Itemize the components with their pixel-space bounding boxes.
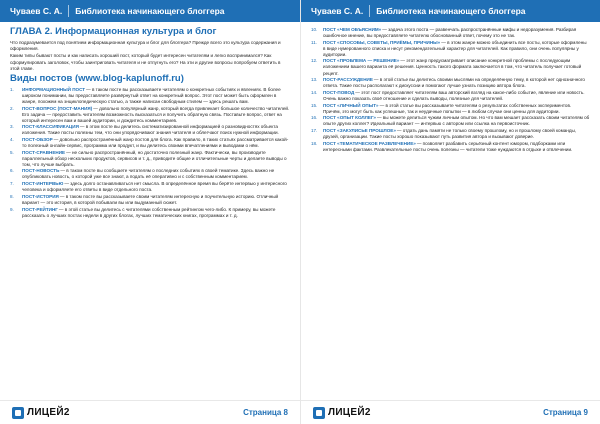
- item-text: — в этом посте вы делитесь систематизированной информацией о разновидностях объекта изложения. Такие посты полезны тем, что они упорядочивают знания читателя и облегчают поиск нужной информации.: [22, 124, 279, 136]
- item-text: — в таком посте вы рассказываете читателям о конкретных событиях и явлениях. В более широком понимании, вы предоставляете развёрнутый ответ на конкретный вопрос. Этот пост может быть оформлен в жанре, похожем на энциклопедическую статью, а также написан свободным стилем — здесь решать вам.: [22, 86, 281, 104]
- chapter-title: ГЛАВА 2. Информационная культура и блог: [10, 27, 217, 37]
- item-keyword: ПОСТ-ОБЗОР: [22, 137, 53, 143]
- list-item: [10, 106, 290, 124]
- item-number: 17.: [311, 127, 318, 133]
- item-keyword: ПОСТ-РАССУЖДЕНИЕ: [323, 77, 373, 83]
- item-number: 4.: [10, 137, 14, 143]
- logo-text: ЛИЦЕЙ2: [328, 407, 371, 418]
- item-number: 8.: [10, 193, 14, 199]
- header-divider: [68, 5, 69, 17]
- item-number: 18.: [311, 140, 318, 146]
- list-item: [10, 207, 290, 219]
- list-item: [311, 40, 590, 58]
- item-number: 7.: [10, 181, 14, 187]
- list-item: [10, 87, 290, 105]
- item-keyword: ПОСТ-ПОВОД: [323, 89, 355, 95]
- page-number: Страница 9: [543, 408, 588, 417]
- item-number: 15.: [311, 102, 318, 108]
- item-keyword: ПОСТ-КЛАССИФИКАЦИЯ: [22, 124, 79, 130]
- item-keyword: ИНФОРМАЦИОННЫЙ ПОСТ: [22, 86, 86, 92]
- item-keyword: ПОСТ-СРАВНЕНИЕ: [22, 149, 66, 155]
- item-text: — в этой статье вы делитесь с читателями собственным рейтингом чего-либо. К примеру, вы можете рассказать о лучших постах недели в других блогах, лучших тематических книгах, программах и т. д.: [22, 206, 276, 218]
- item-number: 6.: [10, 168, 14, 174]
- item-keyword: ПОСТ-НОВОСТЬ: [22, 168, 60, 174]
- item-number: 2.: [10, 105, 14, 111]
- right-page-content: [311, 27, 590, 394]
- left-page-content: [10, 27, 290, 394]
- item-text: — довольно популярный жанр, который всегда привлекает большое количество читателей. Его задача — предоставить читателям возможность высказаться и получить обратную связь. Поставьте вопрос, ответ на который интересен вам и вашей аудитории, и дождитесь комментариев.: [22, 105, 290, 123]
- item-text: — не сильно распространённый, но достаточно полезный жанр. Фактически, вы производите параллельный обзор нескольких продуктов, сервисов и т. д., приводите общие и отличительные черты и делаете выводы о том, что лучше выбрать.: [22, 149, 287, 167]
- lyceum-logo-icon: [313, 407, 325, 419]
- item-number: 16.: [311, 115, 318, 121]
- item-number: 14.: [311, 89, 318, 95]
- item-keyword: ПОСТ «ОПЫТ КОЛЛЕГ»: [323, 115, 376, 121]
- item-text: — в таком посте вы сообщаете читателям о последних событиях в своей тематике. Здесь важно не опубликовать новость, о которой уже все знают, а подать её оперативно и с собственным комментарием.: [22, 168, 275, 180]
- item-text: — отдать дань памяти не только своему прошлому, но и прошлому своей команды, друзей, организации. Такие посты хорошо показывают путь развития автора и вызывают доверие.: [323, 127, 577, 139]
- item-keyword: ПОСТ «ТЕМАТИЧЕСКОЕ РАЗВЛЕЧЕНИЕ»: [323, 140, 416, 146]
- item-number: 13.: [311, 77, 318, 83]
- header-book-title: Библиотека начинающего блоггера: [376, 6, 526, 16]
- item-text: — позволяет разбавить серьёзный контент юмором, подборками или интересными фактами. Развлекательные посты очень полезны — читатели тоже нуждаются в отдыхе и отвлечении.: [323, 140, 573, 152]
- list-item: [311, 103, 590, 115]
- item-number: 10.: [311, 27, 318, 32]
- item-keyword: ПОСТ-ИСТОРИЯ: [22, 193, 59, 199]
- header-book-title: Библиотека начинающего блоггера: [75, 6, 225, 16]
- list-item: [10, 168, 290, 180]
- lyceum-logo-icon: [12, 407, 24, 419]
- item-text: — в таком посте вы рассказываете своим читателям интересную и поучительную историю. Отличный вариант — это история, в которой побывали вы или выдуманный сюжет.: [22, 193, 279, 205]
- item-number: 11.: [311, 39, 318, 45]
- list-item: [10, 124, 290, 136]
- item-text: — в этом жанре можно объединить все посты, которые оформлены в виде нумерованного списка и несут рекомендательный характер для читателей. Как правило, они очень популярны у аудитории.: [323, 39, 587, 57]
- list-item: [311, 27, 590, 39]
- item-number: 9.: [10, 206, 14, 212]
- section-subheading: Виды постов (www.blog-kaplunoff.ru): [10, 72, 184, 84]
- item-text: — здесь долго останавливаться нет смысла. В определённое время вы берёте интервью у интересного человека и оформляете его ответы в виде отдельного поста.: [22, 181, 287, 193]
- item-number: 3.: [10, 124, 14, 130]
- item-keyword: ПОСТ-РЕЙТИНГ: [22, 206, 58, 212]
- list-item: [311, 128, 590, 140]
- post-types-list: [311, 27, 590, 153]
- item-text: — вы можете делиться чужим личным опытом. Но что вам мешает рассказать своим читателям об опыте других коллег? Идеальный вариант — интервью с автором или ссылка на первоисточник.: [323, 115, 590, 127]
- logo-text: ЛИЦЕЙ2: [27, 407, 70, 418]
- item-keyword: ПОСТ «СПОСОБЫ, СОВЕТЫ, ПРИЁМЫ, ПРИЧИНЫ»: [323, 39, 441, 45]
- item-keyword: ПОСТ «ЗАКУЛИСЬЕ ПРОШЛОЕ»: [323, 127, 396, 133]
- item-number: 5.: [10, 149, 14, 155]
- item-text: — задача этого поста — развенчать распространённые мифы и недоразумения. Разбирая ошибочное мнение, вы предоставляете читателю обоснованный ответ, почему это не так.: [323, 27, 577, 39]
- item-text: — в этой статье вы делитесь своими мыслями на определённую тему, в которой нет однозначного ответа. Такие посты располагают к дискуссии и помогают лучше узнать позицию автора блога.: [323, 77, 585, 89]
- list-item: [311, 115, 590, 127]
- right-page: [300, 0, 600, 424]
- item-text: — этот жанр предусматривает описание конкретной проблемы с последующим изложением вашего варианта её решения. Ценность такого формата заключается в том, что читатель получает готовый рецепт.: [323, 58, 582, 76]
- intro-paragraph: Что подразумевается под понятием информационная культура и блог для блоггера? Прежде всего это культура содержания и оформления.: [10, 39, 281, 52]
- list-item: [311, 141, 590, 153]
- lyceum-logo: [313, 407, 371, 419]
- item-keyword: ПОСТ «ЛИЧНЫЙ ОПЫТ»: [323, 102, 379, 108]
- item-keyword: ПОСТ «ПРОБЛЕМА — РЕШЕНИЕ»: [323, 58, 400, 64]
- item-number: 1.: [10, 86, 14, 92]
- list-item: [10, 137, 290, 149]
- page-header: [0, 0, 300, 22]
- intro-paragraph: Каким типы бывают посты и как написать хороший пост, который будет интересен читателям и легко воспринимался? Как сформулировать заголовок, чтобы заинтриговать читателя и не отпугнуть его? На эти и другие вопросы попробуем ответить в этой главе.: [10, 53, 281, 71]
- item-keyword: ПОСТ-ИНТЕРВЬЮ: [22, 181, 64, 187]
- page-footer: [301, 400, 600, 424]
- item-keyword: ПОСТ «ЧЕМ ОБЪЯСНИМ»: [323, 27, 382, 32]
- item-text: — в этой статье вы рассказываете читателям о результатах собственных экспериментов. Причём, это могут быть как успешные, так и неудачные попытки — в любом случае они ценны для аудитории.: [323, 102, 572, 114]
- page-header: [301, 0, 600, 22]
- page-number: Страница 8: [243, 408, 288, 417]
- list-item: [311, 77, 590, 89]
- item-number: 12.: [311, 58, 318, 64]
- post-types-list: [10, 87, 290, 219]
- list-item: [10, 194, 290, 206]
- list-item: [311, 58, 590, 76]
- header-author: Чуваев С. А.: [10, 6, 63, 16]
- lyceum-logo: [12, 407, 70, 419]
- item-text: — этот пост предоставляет читателям ваш авторский взгляд на какое-либо событие, явление или новость. Очень важно показать своё отношение и сделать выводы, полезные для читателей.: [323, 89, 585, 101]
- header-author: Чуваев С. А.: [311, 6, 364, 16]
- header-divider: [369, 5, 370, 17]
- item-keyword: ПОСТ-ВОПРОС (ПОСТ-МАНИЯ): [22, 105, 93, 111]
- list-item: [10, 181, 290, 193]
- item-text: — довольно распространённый жанр постов для блога. Как правило, в таких статьях рассматривается какой-то полезный онлайн-сервис, программа или продукт, и вы делитесь своими впечатлениями и выводами о нём.: [22, 137, 289, 149]
- list-item: [311, 90, 590, 102]
- list-item: [10, 150, 290, 168]
- page-footer: [0, 400, 300, 424]
